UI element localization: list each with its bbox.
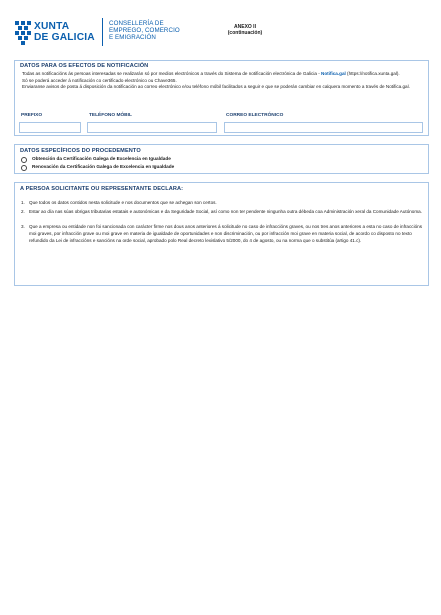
declaration-section: A PERSOA SOLICITANTE OU REPRESENTANTE DECLARA: 1. Que todos os datos contidos nesta solicitude e nos documentos que se achegan son certos. 2. Estar ao día nas súas obrigas tributarias estatais e autonómicas e da Seguridade Social, así como non ter pendente ningunha outra débeda coa Administración xeral da Comunidade Autónoma. 3. Que a empresa ou entidade non foi sancionada con carácter firme nos dous anos anteriores á solicitude no caso de infraccións graves, ou nos tres anos anteriores a esta no caso de infraccións moi graves, por infracción grave ou moi grave en materia de igualdade de oportunidades e non discriminación, ou por infracción moi grave en materia social, de acordo co disposto no texto refundido da Lei de infraccións e sancións na orde social, aprobado polo Real decreto lexislativo 5/2000, do 4 de agosto, ou na norma que o substitúa (artigo 41.c). xyxy=(14,182,429,286)
annex-heading xyxy=(220,24,270,37)
declaration-title: A PERSOA SOLICITANTE OU REPRESENTANTE DECLARA: xyxy=(20,186,184,192)
department-name: CONSELLERÍA DE EMPREGO, COMERCIO E EMIGRACIÓN xyxy=(109,20,180,41)
procedure-section xyxy=(14,144,429,174)
radio-obtain[interactable] xyxy=(21,157,27,163)
xunta-emblem-icon xyxy=(14,20,32,46)
xunta-logo xyxy=(14,20,110,48)
notification-section xyxy=(14,60,429,136)
notification-title: DATOS PARA OS EFECTOS DE NOTIFICACIÓN xyxy=(20,63,149,69)
email-label: CORREO ELECTRÓNICO xyxy=(226,113,284,118)
logo-wordmark: XUNTA DE GALICIA xyxy=(34,21,95,43)
prefix-label: PREFIXO xyxy=(21,113,43,118)
option-renew-label: Renovación da Certificación Galega de Excelencia en Igualdade xyxy=(32,164,175,169)
header-divider xyxy=(102,18,103,46)
procedure-title: DATOS ESPECÍFICOS DO PROCEDEMENTO xyxy=(20,148,141,154)
notifica-link[interactable]: Notifica.gal xyxy=(321,71,346,76)
notification-text: Todas as notificacións ás persoas interesadas se realizarán só por medios electrónicos a través do Sistema de notificación electrónica de Galicia - Notifica.gal (https://notifica.xunta.gal). Só se poderá acceder á notificación co certificado electrónico ou Chave365. Enviaranse avisos de posta á disposición da notificación ao correo electrónico e/ou teléfono móbil facilitados a seguir e que se poderán cambiar en calquera momento a través de Notifica.gal. xyxy=(22,71,410,89)
prefix-field[interactable] xyxy=(19,122,81,133)
mobile-label: TELÉFONO MÓBIL xyxy=(89,113,132,118)
page-header xyxy=(14,18,428,48)
annex-subtitle: (continuación) xyxy=(227,30,263,37)
option-obtain-label: Obtención da Certificación Galega de Excelencia en Igualdade xyxy=(32,156,171,161)
radio-renew[interactable] xyxy=(21,165,27,171)
email-field[interactable] xyxy=(224,122,423,133)
annex-title: ANEXO II xyxy=(234,24,256,30)
mobile-field[interactable] xyxy=(87,122,217,133)
